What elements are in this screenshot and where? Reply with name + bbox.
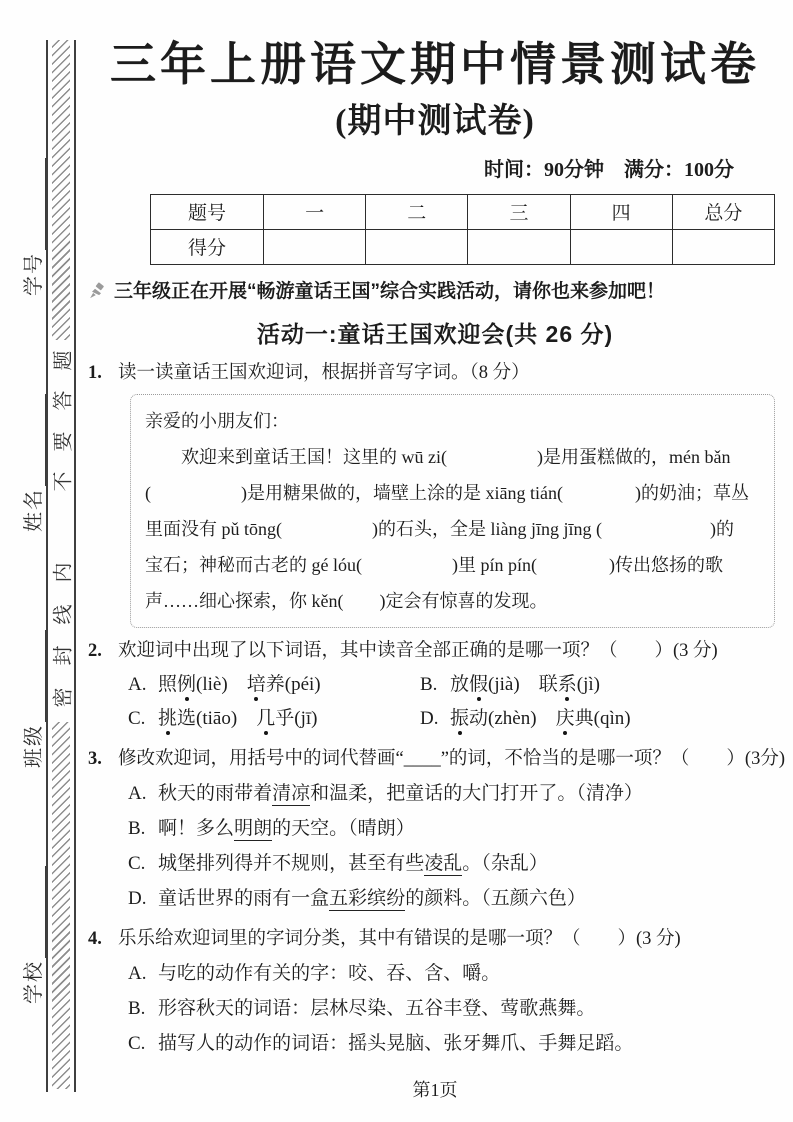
- seal-char: 内: [52, 562, 75, 583]
- emphasis-dot-char: 庆: [555, 707, 575, 729]
- options: [128, 956, 782, 1061]
- question: [88, 638, 782, 736]
- option-label: D.: [420, 707, 439, 729]
- page-subtitle: (期中测试卷): [335, 102, 535, 140]
- question: [88, 360, 782, 628]
- score-table-header-cell: 四: [570, 194, 672, 229]
- box-line: 亲爱的小朋友们：: [145, 410, 289, 431]
- score-table-header-cell: 三: [468, 194, 570, 229]
- option-text: 描写人的动作的词语：摇头晃脑、张牙舞爪、手舞足蹈。: [158, 1032, 634, 1054]
- option: [128, 956, 782, 991]
- intro-banner: [88, 279, 782, 308]
- field-label: 学校: [23, 960, 45, 1004]
- score-cell: [366, 229, 468, 264]
- question-number: 2.: [88, 640, 102, 661]
- score-table-header-cell: 题号: [151, 194, 264, 229]
- score-cell: [468, 229, 570, 264]
- option: [128, 776, 782, 811]
- main-column: [88, 36, 785, 1061]
- option: [420, 702, 782, 736]
- questions: [88, 360, 785, 1061]
- option: [128, 881, 782, 916]
- option-label: A.: [128, 962, 147, 984]
- question-stem-text: 修改欢迎词，用括号中的词代替画“____”的词，不恰当的是哪一项？（ ）(3分): [118, 748, 785, 769]
- option-text: 啊！多么明朗的天空。（晴朗）: [158, 817, 415, 839]
- option-text: 形容秋天的词语：层林尽染、五谷丰登、莺歌燕舞。: [158, 997, 596, 1019]
- seal-char: 封: [52, 645, 75, 666]
- seal-char: 密: [52, 687, 75, 708]
- score-table-score-row: [151, 229, 775, 264]
- question-stem: [88, 746, 785, 772]
- score-table-header-cell: 总分: [672, 194, 774, 229]
- page-title: 三年上册语文期中情景测试卷: [110, 39, 760, 90]
- seal-text-lower: [48, 558, 74, 712]
- seal-char: 题: [52, 350, 75, 371]
- option-label: C.: [128, 707, 146, 729]
- hatch-top: [52, 40, 70, 340]
- option: [128, 702, 420, 736]
- score-cell: [570, 229, 672, 264]
- option-label: A.: [128, 673, 147, 695]
- question-stem-text: 读一读童话王国欢迎词，根据拼音写字词。（8 分）: [118, 362, 530, 383]
- option-label: C.: [128, 1032, 146, 1054]
- pushpin-icon: [88, 282, 108, 308]
- score-row-label: 得分: [151, 229, 264, 264]
- emphasis-dot-char: 例: [177, 673, 197, 695]
- question: [88, 746, 785, 916]
- field-label: 学号: [23, 252, 45, 296]
- score-table-head-row: [151, 194, 775, 229]
- option-text: 与吃的动作有关的字：咬、吞、含、嚼。: [158, 962, 501, 984]
- question: [88, 926, 782, 1061]
- exam-meta: 时间：90分钟 满分：100分: [484, 158, 734, 181]
- question-number: 1.: [88, 362, 102, 383]
- box-line: 欢迎来到童话王国！这里的 wū zi( )是用蛋糕做的，mén bǎn: [145, 446, 731, 467]
- option-label: B.: [128, 997, 146, 1019]
- option: [128, 668, 420, 702]
- sidebar-fields-row: [6, 148, 46, 1014]
- question-stem: [88, 638, 782, 664]
- emphasis-dot-char: 振: [450, 707, 470, 729]
- option-label: D.: [128, 887, 147, 909]
- option-text: 振动(zhèn) 庆典(qìn): [450, 707, 631, 729]
- field-label: 姓名: [23, 488, 45, 532]
- student-field: [17, 630, 46, 768]
- box-line: 宝石；神秘而古老的 gé lóu( )里 pín pín( )传出悠扬的歌: [145, 554, 723, 575]
- seal-band: [46, 40, 76, 1092]
- option-label: B.: [420, 673, 438, 695]
- question-stem: [88, 926, 782, 952]
- seal-char: 要: [52, 431, 75, 452]
- option-label: A.: [128, 782, 147, 804]
- emphasis-dot-char: 几: [256, 707, 276, 729]
- option-text: 城堡排列得并不规则，甚至有些凌乱。（杂乱）: [158, 852, 548, 874]
- score-cell: [264, 229, 366, 264]
- option: [128, 1026, 782, 1061]
- question-number: 4.: [88, 928, 102, 949]
- hatch-bottom: [52, 722, 70, 1089]
- option: [128, 811, 782, 846]
- student-field: [17, 394, 46, 532]
- option-label: C.: [128, 852, 146, 874]
- emphasis-dot-char: 培: [246, 673, 266, 695]
- question-stem: [88, 360, 782, 386]
- student-field: [17, 158, 46, 296]
- seal-char: 不: [52, 471, 75, 492]
- seal-text-upper: [48, 346, 74, 496]
- score-table-header-cell: 二: [366, 194, 468, 229]
- score-table: [150, 194, 775, 265]
- emphasis-dot-char: 系: [557, 673, 577, 695]
- seal-char: 线: [52, 604, 75, 625]
- emphasis-dot-char: 挑: [158, 707, 178, 729]
- student-field: [17, 866, 46, 1004]
- question-stem-text: 乐乐给欢迎词里的字词分类，其中有错误的是哪一项？（ ）(3 分): [118, 928, 681, 949]
- page-footer: 第1页: [412, 1080, 458, 1100]
- option-text: 挑选(tiāo) 几乎(jī): [158, 707, 318, 729]
- option: [128, 991, 782, 1026]
- field-label: 班级: [23, 724, 45, 768]
- option-text: 照例(liè) 培养(péi): [158, 673, 321, 695]
- sidebar-fields: [6, 148, 46, 1014]
- options: [128, 668, 782, 736]
- box-line: 声……细心探索，你 kěn( )定会有惊喜的发现。: [145, 590, 548, 611]
- intro-text: 三年级正在开展“畅游童话王国”综合实践活动，请你也来参加吧！: [114, 280, 666, 302]
- question-stem-text: 欢迎词中出现了以下词语，其中读音全部正确的是哪一项？（ ）(3 分): [118, 640, 718, 661]
- score-cell: [672, 229, 774, 264]
- option-text: 放假(jià) 联系(jì): [450, 673, 600, 695]
- seal-char: 答: [52, 390, 75, 411]
- emphasis-dot-char: 假: [469, 673, 489, 695]
- box-line: 里面没有 pǔ tōng( )的石头，全是 liàng jīng jīng ( )的: [145, 518, 734, 539]
- box-line: ( )是用糖果做的，墙壁上涂的是 xiāng tián( )的奶油；草丛: [145, 482, 749, 503]
- option: [128, 846, 782, 881]
- options: [128, 776, 782, 916]
- answer-box: [130, 394, 775, 628]
- question-number: 3.: [88, 748, 102, 769]
- option: [420, 668, 782, 702]
- score-table-header-cell: 一: [264, 194, 366, 229]
- section-title: 活动一:童话王国欢迎会(共 26 分): [256, 320, 614, 347]
- option-text: 童话世界的雨有一盒五彩缤纷的颜料。（五颜六色）: [158, 887, 586, 909]
- option-label: B.: [128, 817, 146, 839]
- option-text: 秋天的雨带着清凉和温柔，把童话的大门打开了。（清净）: [158, 782, 643, 804]
